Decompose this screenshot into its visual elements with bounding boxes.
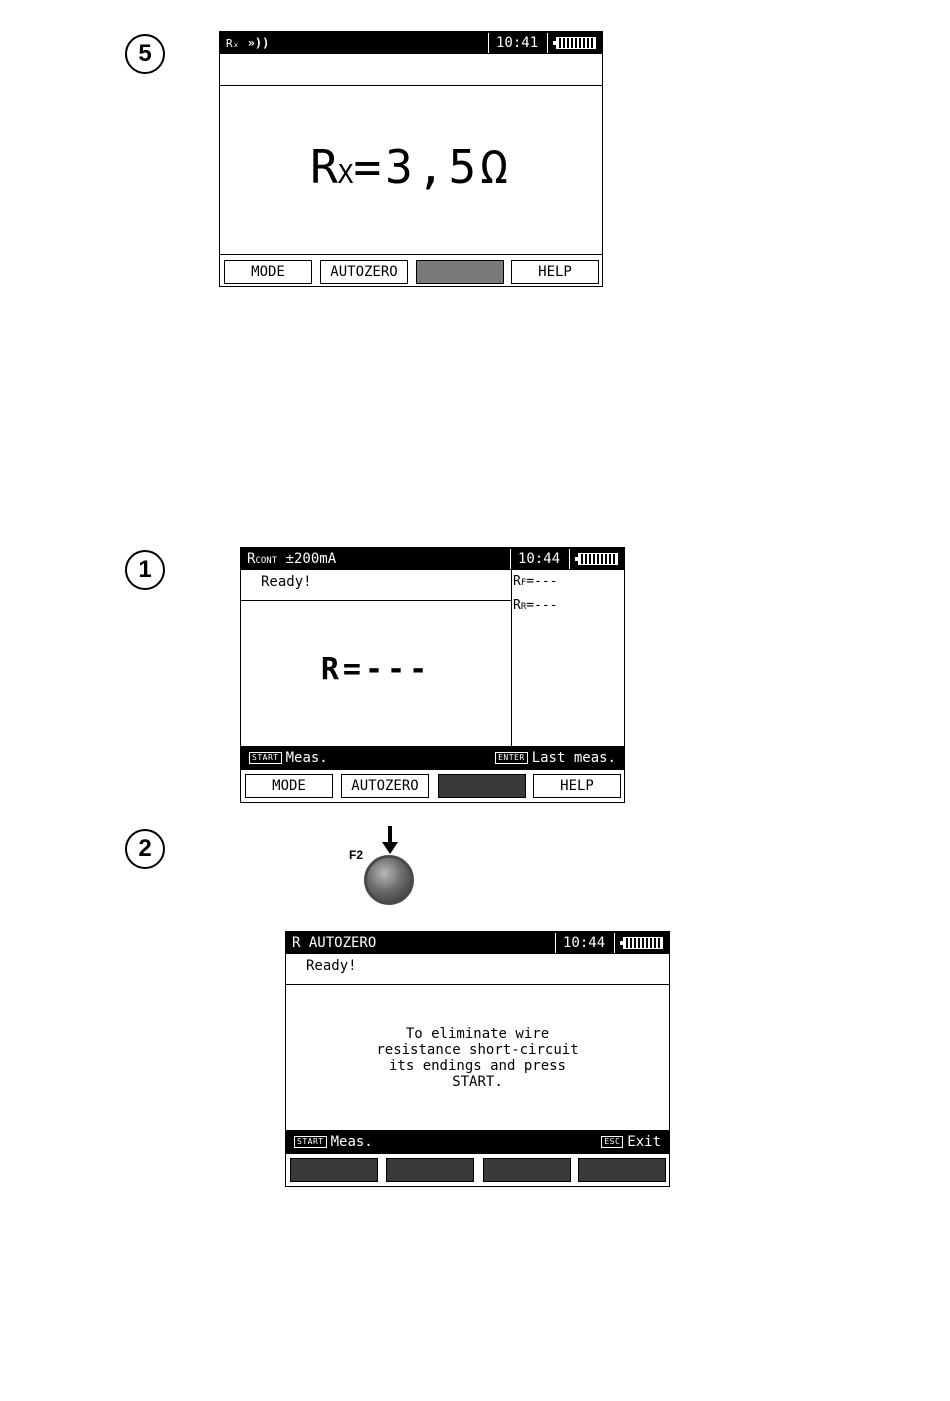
autozero-message: To eliminate wire resistance short-circuit its endings and press START. bbox=[376, 1026, 579, 1090]
autozero-button[interactable]: AUTOZERO bbox=[320, 260, 408, 284]
function-key-f1[interactable] bbox=[290, 1158, 378, 1182]
step-1-badge: 1 bbox=[125, 550, 165, 590]
function-key-f3[interactable] bbox=[483, 1158, 571, 1182]
main-reading: RX=3,5Ω bbox=[310, 140, 512, 194]
header-divider bbox=[488, 33, 489, 53]
help-button[interactable]: HELP bbox=[533, 774, 621, 798]
header-divider bbox=[510, 549, 511, 569]
enter-hint: ENTER Last meas. bbox=[495, 746, 616, 770]
esc-key-icon: ESC bbox=[601, 1136, 623, 1148]
start-key-icon: START bbox=[249, 752, 282, 764]
meter-screen-step5 bbox=[219, 31, 603, 287]
status-text: Ready! bbox=[306, 958, 357, 974]
divider bbox=[220, 254, 602, 255]
clock: 10:44 bbox=[563, 935, 606, 951]
clock: 10:44 bbox=[518, 551, 561, 567]
buzzer-icon: »)) bbox=[247, 36, 270, 50]
function-key-f4[interactable] bbox=[578, 1158, 666, 1182]
status-text: Ready! bbox=[261, 574, 312, 590]
step-5-badge: 5 bbox=[125, 34, 165, 74]
blank-function-key[interactable] bbox=[416, 260, 504, 284]
rr-readout: RR=--- bbox=[513, 598, 558, 613]
blank-function-key[interactable] bbox=[438, 774, 526, 798]
meter-screen-step1 bbox=[240, 547, 625, 803]
header-divider bbox=[569, 549, 570, 569]
start-key-icon: START bbox=[294, 1136, 327, 1148]
soft-key-hint-bar bbox=[286, 1130, 669, 1154]
screen-header bbox=[241, 548, 624, 570]
autozero-button[interactable]: AUTOZERO bbox=[341, 774, 429, 798]
soft-key-hint-bar bbox=[241, 746, 624, 770]
meter-screen-step2 bbox=[285, 931, 670, 1187]
help-button[interactable]: HELP bbox=[511, 260, 599, 284]
mode-button[interactable]: MODE bbox=[224, 260, 312, 284]
divider bbox=[220, 85, 602, 86]
start-hint: START Meas. bbox=[249, 746, 328, 770]
start-hint: START Meas. bbox=[294, 1130, 373, 1154]
function-key-f2[interactable] bbox=[386, 1158, 474, 1182]
battery-icon bbox=[623, 937, 663, 949]
divider bbox=[286, 984, 669, 985]
header-mode: R AUTOZERO bbox=[292, 935, 377, 951]
header-divider bbox=[614, 933, 615, 953]
battery-icon bbox=[556, 37, 596, 49]
f2-button-icon[interactable] bbox=[364, 855, 414, 905]
header-mode: Rₓ »)) bbox=[226, 36, 270, 50]
enter-key-icon: ENTER bbox=[495, 752, 528, 764]
screen-header bbox=[286, 932, 669, 954]
mode-button[interactable]: MODE bbox=[245, 774, 333, 798]
header-divider bbox=[555, 933, 556, 953]
screen-header bbox=[220, 32, 602, 54]
divider bbox=[241, 600, 511, 601]
clock: 10:41 bbox=[496, 35, 539, 51]
step-2-badge: 2 bbox=[125, 829, 165, 869]
esc-hint: ESC Exit bbox=[601, 1130, 661, 1154]
main-reading: R=--- bbox=[320, 652, 432, 687]
battery-icon bbox=[578, 553, 618, 565]
press-arrow-icon bbox=[382, 826, 398, 856]
header-divider bbox=[547, 33, 548, 53]
f2-label: F2 bbox=[349, 848, 364, 862]
side-panel-divider bbox=[511, 570, 512, 746]
header-mode: RCONT ±200mA bbox=[247, 551, 337, 567]
rf-readout: RF=--- bbox=[513, 574, 558, 589]
